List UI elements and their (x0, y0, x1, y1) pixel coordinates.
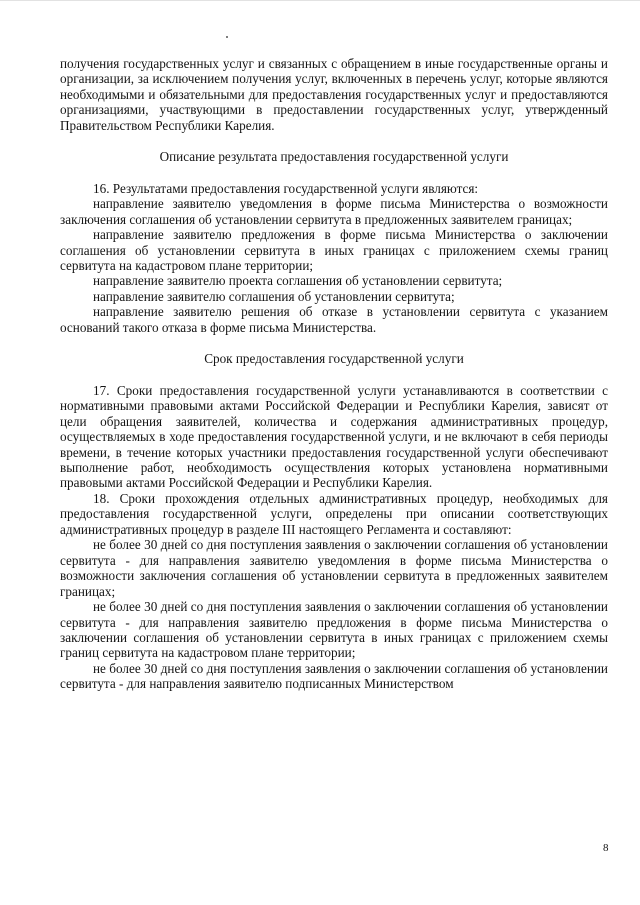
section-heading-term: Срок предоставления государственной услуги (204, 351, 464, 367)
document-body (60, 56, 608, 692)
page-number: 8 (603, 842, 609, 854)
result-item: направление заявителю уведомления в форме письма Министерства о возможности заключения соглашения об установлении сервитута в предложенных заявителем границах; (60, 196, 608, 227)
paragraph-16-intro: 16. Результатами предоставления государственной услуги являются: (93, 180, 479, 196)
paragraph-18: 18. Сроки прохождения отдельных административных процедур, необходимых для предоставления государственной услуги, определены при описании соответствующих административных процедур в разделе III настоящего Регламента и составляют: (60, 490, 608, 537)
paragraph-17: 17. Сроки предоставления государственной услуги устанавливаются в соответствии с нормативными правовыми актами Российской Федерации и Республики Карелия, зависят от цели обращения заявителей, количества и содержания административных процедур, осуществляемых в ходе предоставления государственной услуги, и не включают в себя периоды времени, в течение которых участники предоставления государственной услуги обеспечивают выполнение работ, необходимость осуществления которых установлена нормативными правовыми актами Российской Федерации и Республики Карелия. (60, 382, 608, 491)
section-heading-result: Описание результата предоставления государственной услуги (159, 149, 509, 165)
term-item: не более 30 дней со дня поступления заявления о заключении соглашения об установлении сервитута - для направления заявителю предложения в форме письма Министерства о заключении соглашения об установлении сервитута в иных границах с приложением схемы границ сервитута на кадастровом плане территории; (60, 599, 608, 661)
term-item: не более 30 дней со дня поступления заявления о заключении соглашения об установлении сервитута - для направления заявителю подписанных Министерством (60, 660, 608, 692)
result-item: направление заявителю соглашения об установлении сервитута; (93, 288, 455, 304)
paragraph-intro: получения государственных услуг и связанных с обращением в иные государственные органы и организации, за исключением получения услуг, включенных в перечень услуг, которые являются необходимыми и обязательными для предоставления государственных услуг и предоставляются организациями, участвующими в предоставлении государственных услуг, утвержденный Правительством Республики Карелия. (60, 56, 608, 133)
term-item: не более 30 дней со дня поступления заявления о заключении соглашения об установлении сервитута - для направления заявителю уведомления в форме письма Министерства о возможности заключения соглашения об установлении сервитута в предложенных заявителем границах; (60, 537, 608, 599)
scan-speck (226, 36, 228, 38)
scan-edge-line (0, 0, 640, 1)
result-item: направление заявителю решения об отказе в установлении сервитута с указанием оснований такого отказа в форме письма Министерства. (60, 304, 608, 335)
result-item: направление заявителю предложения в форме письма Министерства о заключении соглашения об установлении сервитута в иных границах с приложением схемы границ сервитута на кадастровом плане территории; (60, 227, 608, 273)
result-item: направление заявителю проекта соглашения об установлении сервитута; (93, 273, 503, 289)
